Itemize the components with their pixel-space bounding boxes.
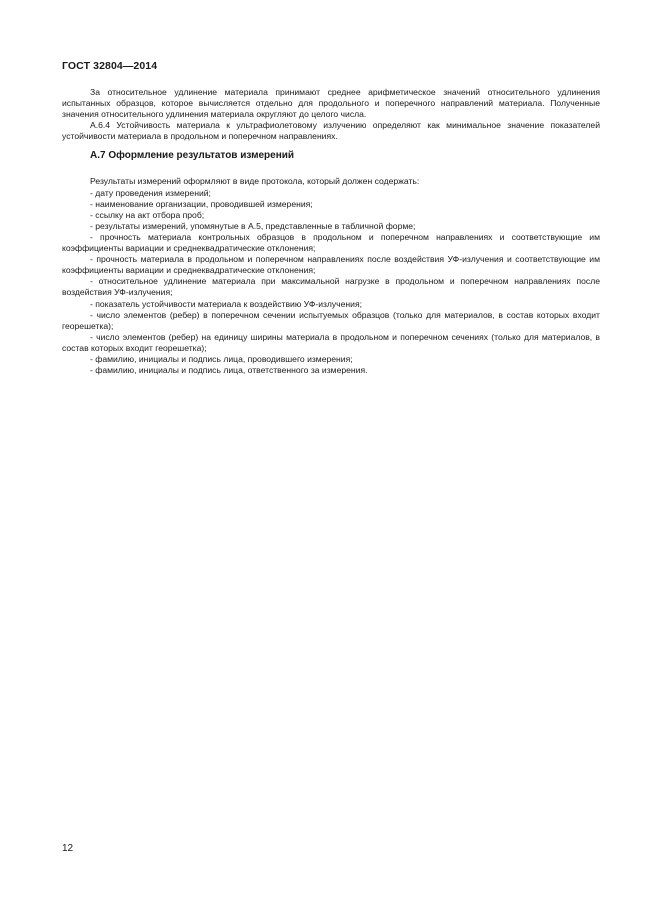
section-title: А.7 Оформление результатов измерений — [90, 150, 295, 162]
list-item: - относительное удлинение материала при максимальной нагрузке в продольном и поперечном направлениях после воздействия УФ-излучения; — [62, 276, 600, 298]
list-item: - фамилию, инициалы и подпись лица, ответственного за измерения. — [90, 365, 368, 376]
list-item: - число элементов (ребер) в поперечном сечении испытуемых образцов (только для материалов, в состав которых входит георешетка); — [62, 309, 600, 331]
list-item: - прочность материала контрольных образцов в продольном и поперечном направлениях и соответствующие им коэффициенты вариации и среднеквадратические отклонения; — [62, 231, 600, 254]
list-item: - прочность материала в продольном и поперечном направлениях после воздействия УФ-излучения и соответствующие им коэффициенты вариации и среднеквадратические отклонения; — [62, 254, 600, 276]
list-item: - ссылку на акт отбора проб; — [90, 209, 205, 220]
list-item: - результаты измерений, упомянутые в А.5, представленные в табличной форме; — [90, 220, 416, 231]
list-item: - показатель устойчивости материала к воздействию УФ-излучения; — [90, 298, 363, 309]
list-item: - наименование организации, проводившей измерения; — [90, 198, 313, 209]
standard-header: ГОСТ 32804—2014 — [62, 60, 158, 72]
document-body — [62, 87, 600, 376]
paragraph-uv-resistance: А.6.4 Устойчивость материала к ультрафиолетовому излучению определяют как минимальное значение показателей устойчивости материала в продольном и поперечном направлениях. — [62, 120, 600, 142]
section-intro: Результаты измерений оформляют в виде протокола, который должен содержать: — [90, 176, 420, 187]
protocol-items-list — [62, 188, 600, 377]
paragraph-elongation: За относительное удлинение материала принимают среднее арифметическое значений относительного удлинения испытанных образцов, которое вычисляется отдельно для продольного и поперечного направлений материала. Полученные значения относительного удлинения материала округляют до целого числа. — [62, 87, 600, 120]
list-item: - фамилию, инициалы и подпись лица, проводившего измерения; — [90, 353, 353, 364]
page-number: 12 — [62, 843, 74, 854]
list-item: - дату проведения измерений; — [90, 187, 211, 198]
list-item: - число элементов (ребер) на единицу ширины материала в продольном и поперечном сечениях (только для материалов, в состав которых входит георешетка); — [62, 331, 600, 353]
